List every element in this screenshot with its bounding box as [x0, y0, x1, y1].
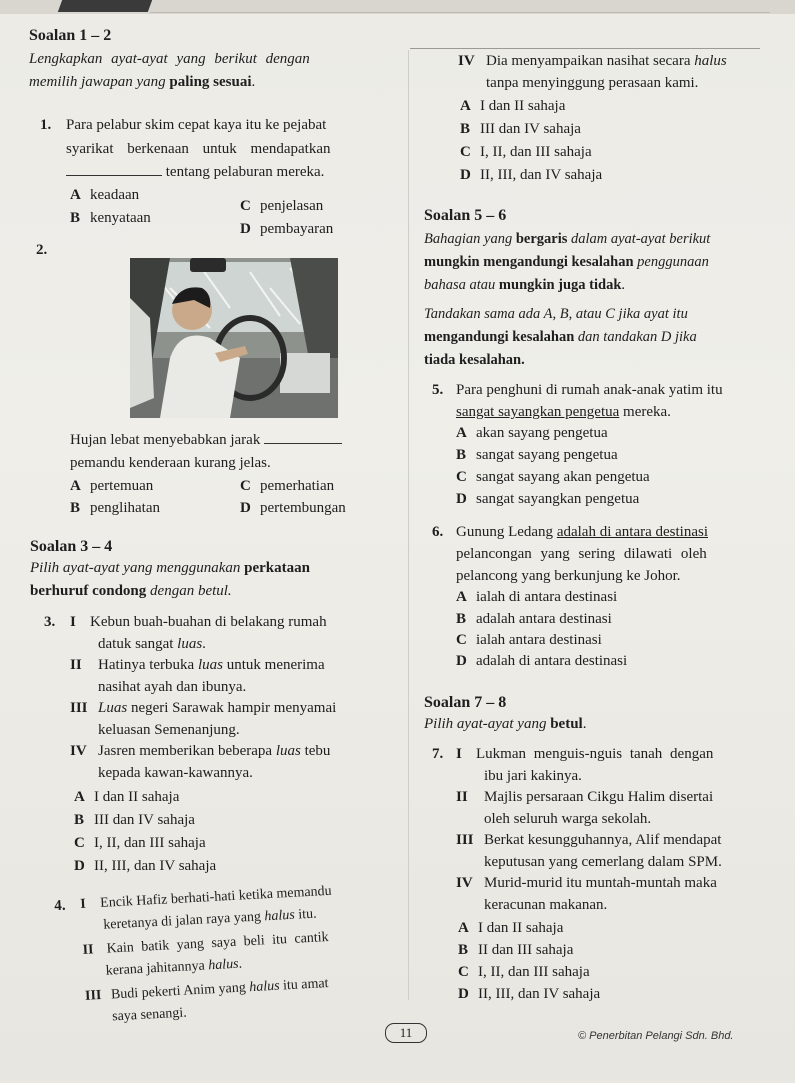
- q4-statement-i: I Encik Hafiz berhati-hati ketika memandu: [79, 883, 332, 912]
- instruction-5-6-line4: Tandakan sama ada A, B, atau C jika ayat itu: [424, 306, 688, 322]
- question-1-line1: Para pelabur skim cepat kaya itu ke pejabat: [66, 117, 327, 133]
- q2-option-b[interactable]: B penglihatan: [70, 500, 160, 516]
- q4-statement-ii: II Kain batik yang saya beli itu cantik: [82, 930, 330, 958]
- question-6-number: 6.: [432, 524, 444, 540]
- q3-statement-iv-cont: kepada kawan-kawannya.: [98, 765, 253, 781]
- q7-option-a[interactable]: A I dan II sahaja: [458, 920, 564, 936]
- q4-option-c[interactable]: C I, II, dan III sahaja: [460, 144, 592, 160]
- q7-statement-i-cont: ibu jari kakinya.: [484, 768, 582, 784]
- q3-statement-iv: IV Jasren memberikan beberapa luas tebu: [70, 743, 331, 759]
- q4-statement-iv-cont: tanpa menyinggung perasaan kami.: [486, 75, 699, 91]
- question-2-line2: pemandu kenderaan kurang jelas.: [70, 455, 271, 471]
- q7-option-d[interactable]: D II, III, dan IV sahaja: [458, 986, 601, 1002]
- q2-option-d[interactable]: D pertembungan: [240, 500, 346, 516]
- q4-statement-iii-cont: saya senangi.: [111, 1005, 188, 1025]
- question-5-number: 5.: [432, 382, 444, 398]
- section-header-5-6: Soalan 5 – 6: [424, 207, 507, 224]
- q3-statement-ii-cont: nasihat ayah dan ibunya.: [98, 679, 247, 695]
- q7-statement-i: I Lukman menguis-nguis tanah dengan: [456, 746, 714, 762]
- q3-statement-iii: III Luas negeri Sarawak hampir menyamai: [70, 700, 337, 716]
- q7-option-b[interactable]: B II dan III sahaja: [458, 942, 574, 958]
- q1-option-a[interactable]: A keadaan: [70, 187, 140, 203]
- question-6-line3: pelancong yang berkunjung ke Johor.: [456, 568, 681, 584]
- question-6-line1: Gunung Ledang adalah di antara destinasi: [456, 524, 708, 540]
- q5-option-a[interactable]: A akan sayang pengetua: [456, 425, 608, 441]
- question-2-number: 2.: [36, 242, 48, 258]
- right-top-rule: [410, 48, 760, 49]
- q3-option-d[interactable]: D II, III, dan IV sahaja: [74, 858, 217, 874]
- q2-option-a[interactable]: A pertemuan: [70, 478, 154, 494]
- question-1-number: 1.: [40, 117, 52, 133]
- q1-option-c[interactable]: C penjelasan: [240, 198, 324, 214]
- instruction-3-4-line2: berhuruf condong dengan betul.: [30, 583, 232, 599]
- question-2-line1: Hujan lebat menyebabkan jarak: [70, 432, 342, 449]
- q3-statement-i-cont: datuk sangat luas.: [98, 636, 206, 652]
- section-header-3-4: Soalan 3 – 4: [30, 538, 113, 555]
- q1-option-d[interactable]: D pembayaran: [240, 221, 334, 237]
- q6-option-b[interactable]: B adalah antara destinasi: [456, 611, 612, 627]
- q4-statement-ii-cont: kerana jahitannya halus.: [105, 956, 243, 979]
- q3-option-a[interactable]: A I dan II sahaja: [74, 789, 180, 805]
- q3-statement-i: I Kebun buah-buahan di belakang rumah: [70, 614, 327, 630]
- question-1-line3: tentang pelaburan mereka.: [66, 164, 324, 181]
- q7-option-c[interactable]: C I, II, dan III sahaja: [458, 964, 590, 980]
- q4-option-a[interactable]: A I dan II sahaja: [460, 98, 566, 114]
- question-4-number: 4.: [53, 897, 66, 915]
- q6-option-c[interactable]: C ialah antara destinasi: [456, 632, 602, 648]
- question-6-line2: pelancongan yang sering dilawati oleh: [456, 546, 707, 562]
- q3-statement-iii-cont: keluasan Semenanjung.: [98, 722, 240, 738]
- instruction-1-2-line2: memilih jawapan yang paling sesuai.: [29, 74, 256, 90]
- page-number: 11: [385, 1023, 427, 1043]
- q4-option-b[interactable]: B III dan IV sahaja: [460, 121, 581, 137]
- q7-statement-iv-cont: keracunan makanan.: [484, 897, 608, 913]
- q5-option-d[interactable]: D sangat sayangkan pengetua: [456, 491, 640, 507]
- section-header-1-2: Soalan 1 – 2: [29, 27, 112, 44]
- question-1-line2: syarikat berkenaan untuk mendapatkan: [66, 141, 331, 157]
- q7-statement-iii: III Berkat kesungguhannya, Alif mendapat: [456, 832, 722, 848]
- instruction-5-6-line3: bahasa atau mungkin juga tidak.: [424, 277, 626, 293]
- q3-option-c[interactable]: C I, II, dan III sahaja: [74, 835, 206, 851]
- q4-statement-i-cont: keretanya di jalan raya yang halus itu.: [102, 906, 317, 933]
- section-header-7-8: Soalan 7 – 8: [424, 694, 507, 711]
- instruction-5-6-line5: mengandungi kesalahan dan tandakan D jika: [424, 329, 697, 345]
- q7-statement-iii-cont: keputusan yang cemerlang dalam SPM.: [484, 854, 722, 870]
- question-7-number: 7.: [432, 746, 444, 762]
- q3-option-b[interactable]: B III dan IV sahaja: [74, 812, 195, 828]
- q2-option-c[interactable]: C pemerhatian: [240, 478, 335, 494]
- question-5-line2: sangat sayangkan pengetua mereka.: [456, 404, 671, 420]
- q6-option-a[interactable]: A ialah di antara destinasi: [456, 589, 618, 605]
- q7-statement-ii: II Majlis persaraan Cikgu Halim disertai: [456, 789, 714, 805]
- q5-option-b[interactable]: B sangat sayang pengetua: [456, 447, 618, 463]
- q7-statement-iv: IV Murid-murid itu muntah-muntah maka: [456, 875, 717, 891]
- column-separator: [408, 50, 409, 1000]
- publisher-credit: © Penerbitan Pelangi Sdn. Bhd.: [578, 1030, 734, 1042]
- instruction-5-6-line2: mungkin mengandungi kesalahan penggunaan: [424, 254, 709, 270]
- q1-option-b[interactable]: B kenyataan: [70, 210, 151, 226]
- instruction-3-4-line1: Pilih ayat-ayat yang menggunakan perkataan: [30, 560, 310, 576]
- question-5-line1: Para penghuni di rumah anak-anak yatim itu: [456, 382, 723, 398]
- q7-statement-ii-cont: oleh seluruh warga sekolah.: [484, 811, 652, 827]
- question-3-number: 3.: [44, 614, 56, 630]
- q5-option-c[interactable]: C sangat sayang akan pengetua: [456, 469, 650, 485]
- q3-statement-ii: II Hatinya terbuka luas untuk menerima: [70, 657, 325, 673]
- instruction-5-6-line6: tiada kesalahan.: [424, 352, 525, 368]
- instruction-7-8: Pilih ayat-ayat yang betul.: [424, 716, 587, 732]
- q4-statement-iv: IV Dia menyampaikan nasihat secara halus: [458, 53, 727, 69]
- instruction-1-2-line1: Lengkapkan ayat-ayat yang berikut dengan: [29, 51, 310, 67]
- instruction-5-6-line1: Bahagian yang bergaris dalam ayat-ayat berikut: [424, 231, 711, 247]
- q6-option-d[interactable]: D adalah di antara destinasi: [456, 653, 628, 669]
- q4-option-d[interactable]: D II, III, dan IV sahaja: [460, 167, 603, 183]
- q4-statement-iii: III Budi pekerti Anim yang halus itu amat: [84, 976, 329, 1004]
